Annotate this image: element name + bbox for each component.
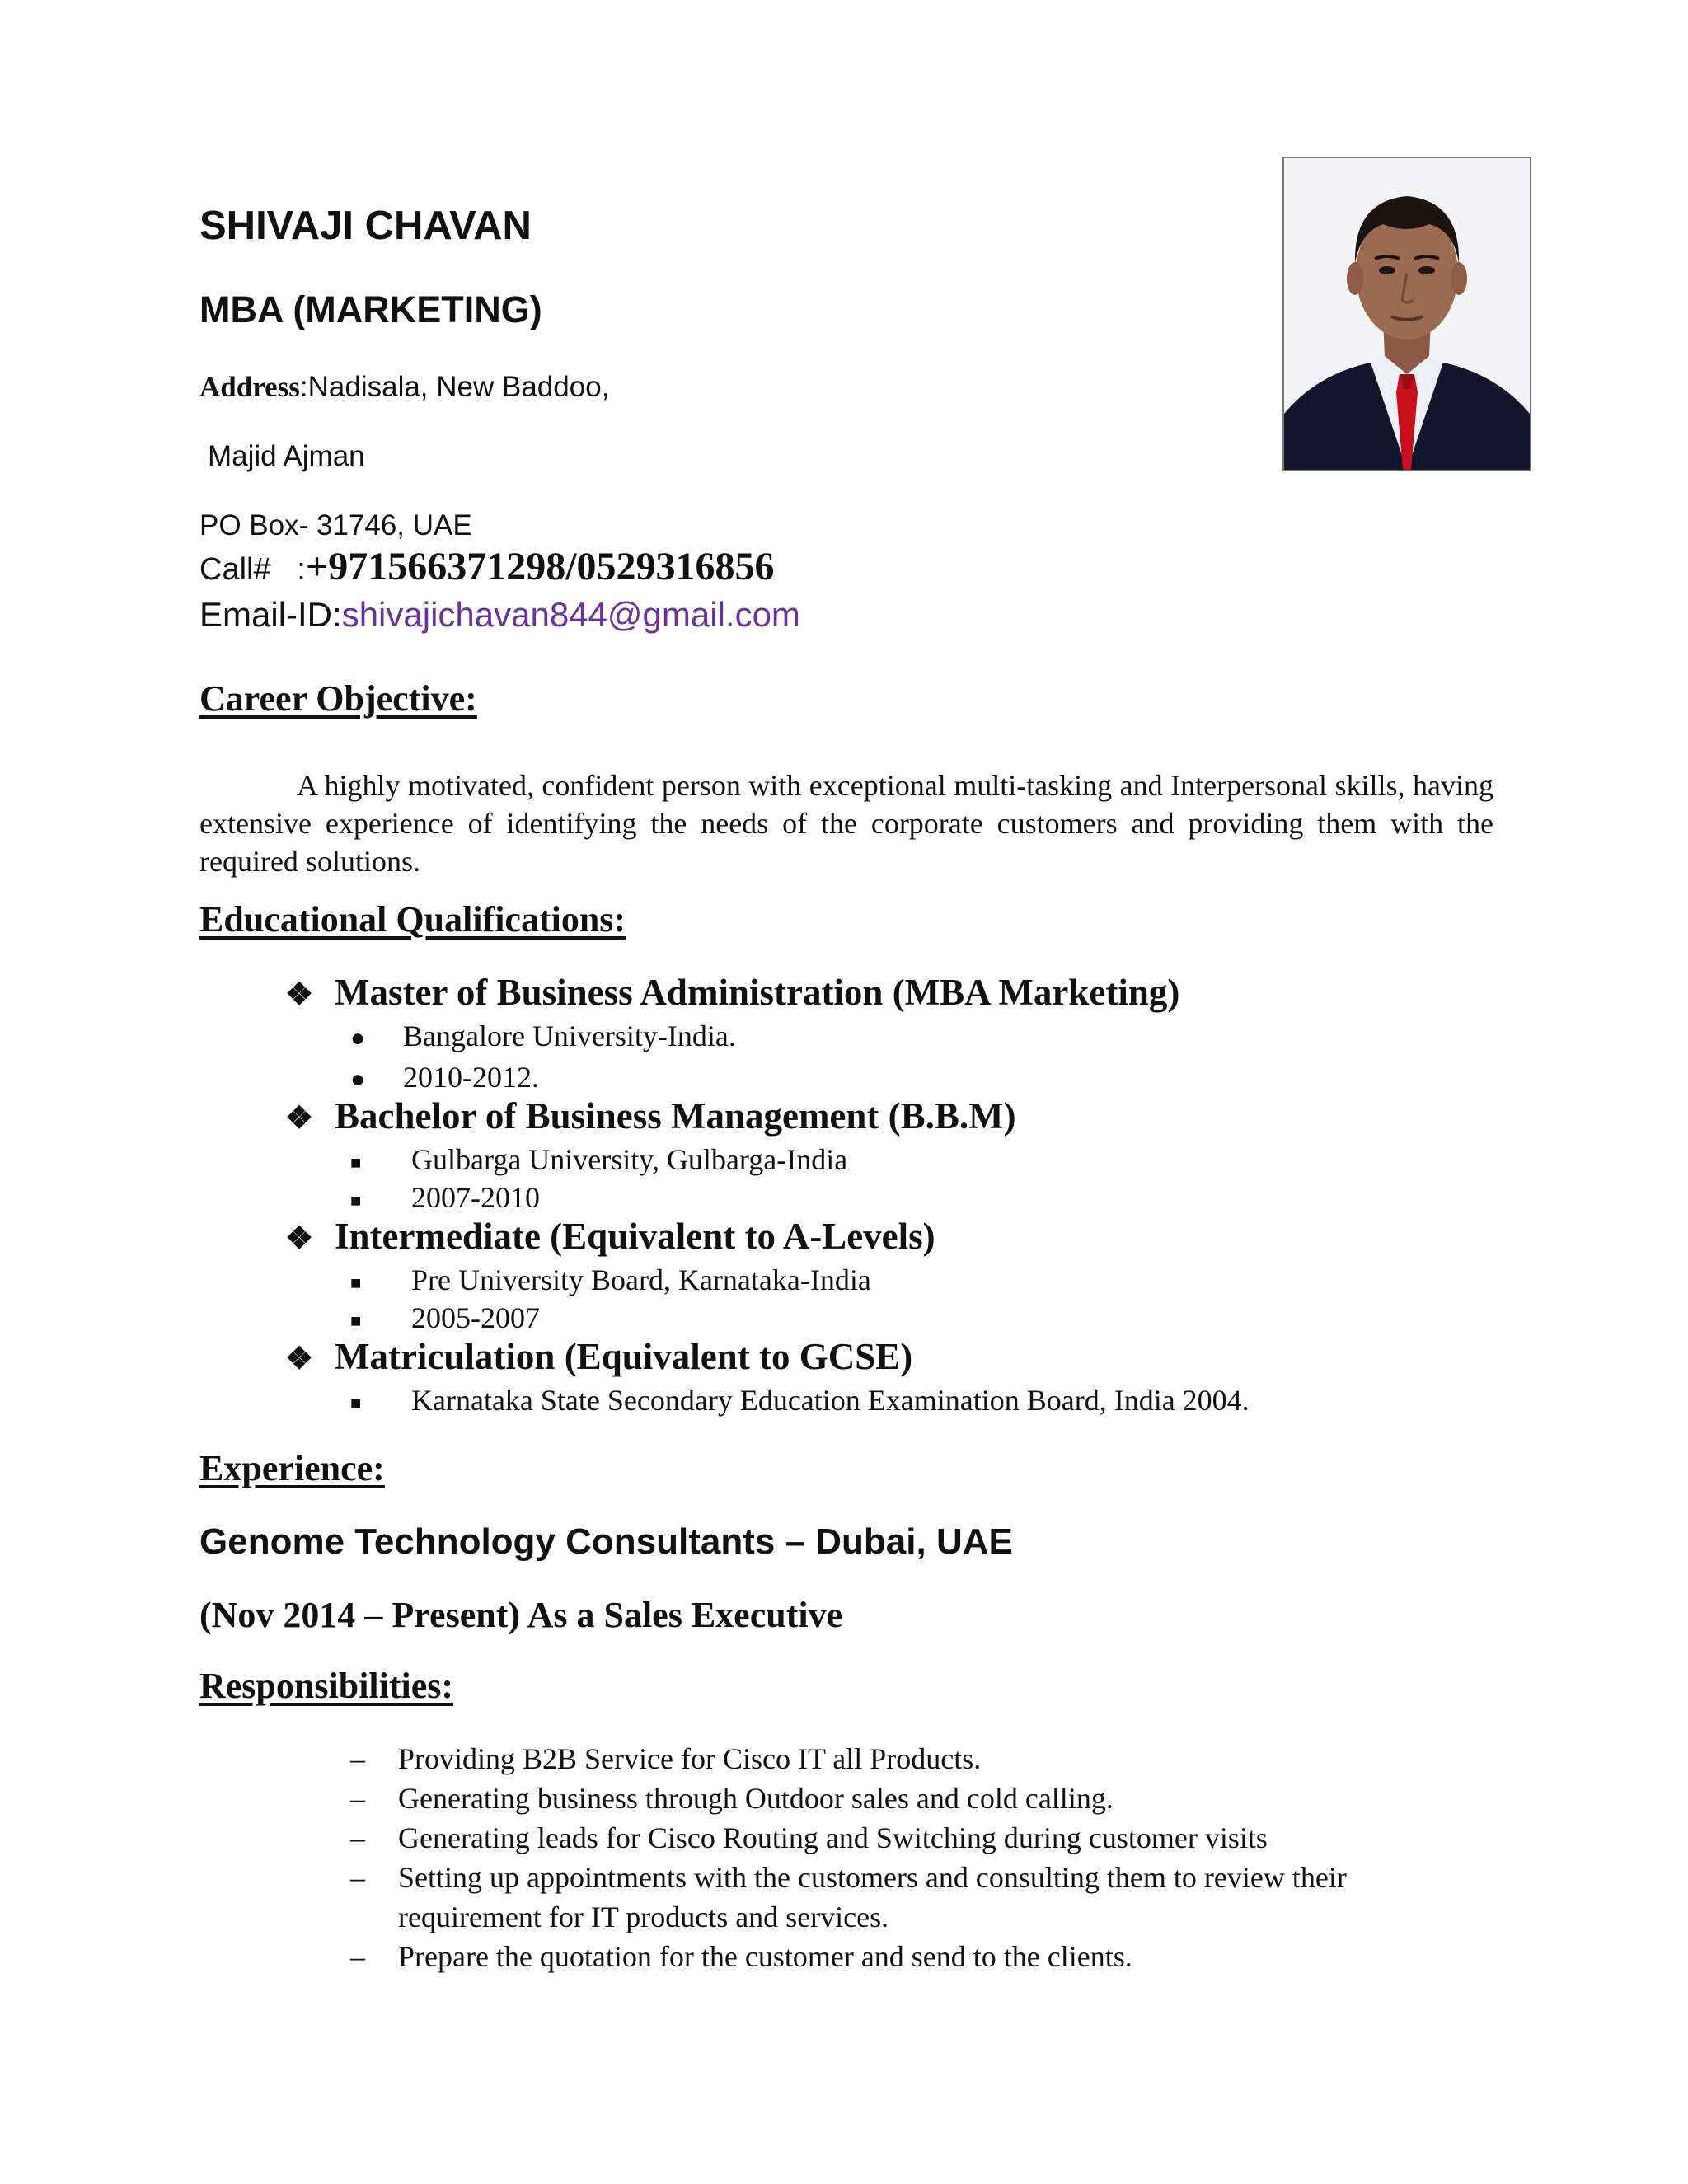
qualification-name: Bachelor of Business Management (B.B.M) (335, 1095, 1016, 1137)
responsibilities-heading: Responsibilities: (199, 1666, 454, 1706)
detail-text: Pre University Board, Karnataka-India (411, 1263, 871, 1296)
responsibility-text: Generating leads for Cisco Routing and Switching during customer visits (398, 1821, 1268, 1854)
responsibilities-list (350, 1739, 1471, 1976)
qualification-name: Matriculation (Equivalent to GCSE) (335, 1336, 913, 1377)
detail-text: Gulbarga University, Gulbarga-India (411, 1143, 848, 1176)
list-item (350, 1858, 1471, 1937)
diamond-bullet-icon: ❖ (285, 1342, 314, 1376)
round-bullet-icon: ● (350, 1024, 366, 1052)
call-label: Call# (199, 552, 271, 587)
qualification-detail (350, 1180, 540, 1215)
qualification-title (285, 1215, 935, 1258)
diamond-bullet-icon: ❖ (285, 1101, 314, 1136)
responsibility-text: Prepare the quotation for the customer and send to the clients. (398, 1940, 1132, 1973)
list-item (350, 1818, 1471, 1858)
detail-text: 2007-2010 (411, 1181, 540, 1214)
phone-number[interactable]: +971566371298/0529316856 (305, 545, 775, 588)
address-value: :Nadisala, New Baddoo, (299, 371, 610, 403)
qualification-detail (350, 1142, 847, 1177)
qualification-name: Intermediate (Equivalent to A-Levels) (335, 1216, 935, 1257)
diamond-bullet-icon: ❖ (285, 1221, 314, 1256)
detail-text: 2010-2012. (403, 1061, 539, 1094)
square-bullet-icon: ■ (350, 1272, 362, 1293)
square-bullet-icon: ■ (350, 1392, 362, 1413)
qualification-title (285, 971, 1179, 1014)
qualification-title (285, 1094, 1016, 1137)
candidate-degree: MBA (MARKETING) (199, 288, 542, 330)
portrait-photo-icon (1284, 158, 1530, 470)
diamond-bullet-icon: ❖ (285, 977, 314, 1012)
qualification-detail (350, 1301, 540, 1335)
dash-bullet-icon: – (350, 1940, 365, 1973)
list-item (350, 1739, 1471, 1779)
profile-photo (1282, 157, 1531, 471)
dash-bullet-icon: – (350, 1861, 365, 1894)
detail-text: Karnataka State Secondary Education Examination Board, India 2004. (411, 1384, 1250, 1417)
candidate-name: SHIVAJI CHAVAN (199, 204, 532, 248)
call-separator: : (297, 552, 306, 587)
list-item (350, 1779, 1471, 1818)
career-objective-text: A highly motivated, confident person with exceptional multi-tasking and Interpersonal skills, having extensive experience of identifying the needs of the corporate customers and providing them with the required solutions. (199, 769, 1493, 878)
qualification-detail (350, 1060, 539, 1094)
education-heading: Educational Qualifications: (199, 899, 626, 940)
address-line-2: Majid Ajman (208, 440, 365, 472)
job-period: (Nov 2014 – Present) As a Sales Executive (199, 1595, 843, 1635)
email-link[interactable]: shivajichavan844@gmail.com (341, 595, 800, 634)
qualification-detail (350, 1383, 1250, 1418)
responsibility-text: Providing B2B Service for Cisco IT all Products. (398, 1742, 982, 1775)
dash-bullet-icon: – (350, 1782, 365, 1815)
email-label: Email-ID: (199, 595, 342, 634)
experience-heading: Experience: (199, 1448, 385, 1488)
square-bullet-icon: ■ (350, 1151, 362, 1173)
career-objective-heading: Career Objective: (199, 678, 477, 719)
phone-line (199, 544, 775, 589)
dash-bullet-icon: – (350, 1742, 365, 1775)
detail-text: 2005-2007 (411, 1301, 540, 1334)
round-bullet-icon: ● (350, 1066, 366, 1093)
square-bullet-icon: ■ (350, 1189, 362, 1211)
qualification-name: Master of Business Administration (MBA Marketing) (335, 972, 1180, 1013)
detail-text: Bangalore University-India. (403, 1019, 736, 1052)
address-line (199, 371, 609, 404)
square-bullet-icon: ■ (350, 1310, 362, 1331)
qualification-title (285, 1335, 912, 1378)
qualification-detail (350, 1019, 736, 1053)
qualification-detail (350, 1263, 871, 1297)
dash-bullet-icon: – (350, 1821, 365, 1854)
company-name: Genome Technology Consultants – Dubai, UAE (199, 1521, 1013, 1562)
email-line (199, 595, 800, 635)
address-label: Address (199, 371, 300, 403)
responsibility-text: Setting up appointments with the customers and consulting them to review their requirement for IT products and services. (398, 1861, 1347, 1933)
po-box: PO Box- 31746, UAE (199, 509, 472, 541)
responsibility-text: Generating business through Outdoor sales and cold calling. (398, 1782, 1114, 1815)
list-item (350, 1937, 1471, 1976)
